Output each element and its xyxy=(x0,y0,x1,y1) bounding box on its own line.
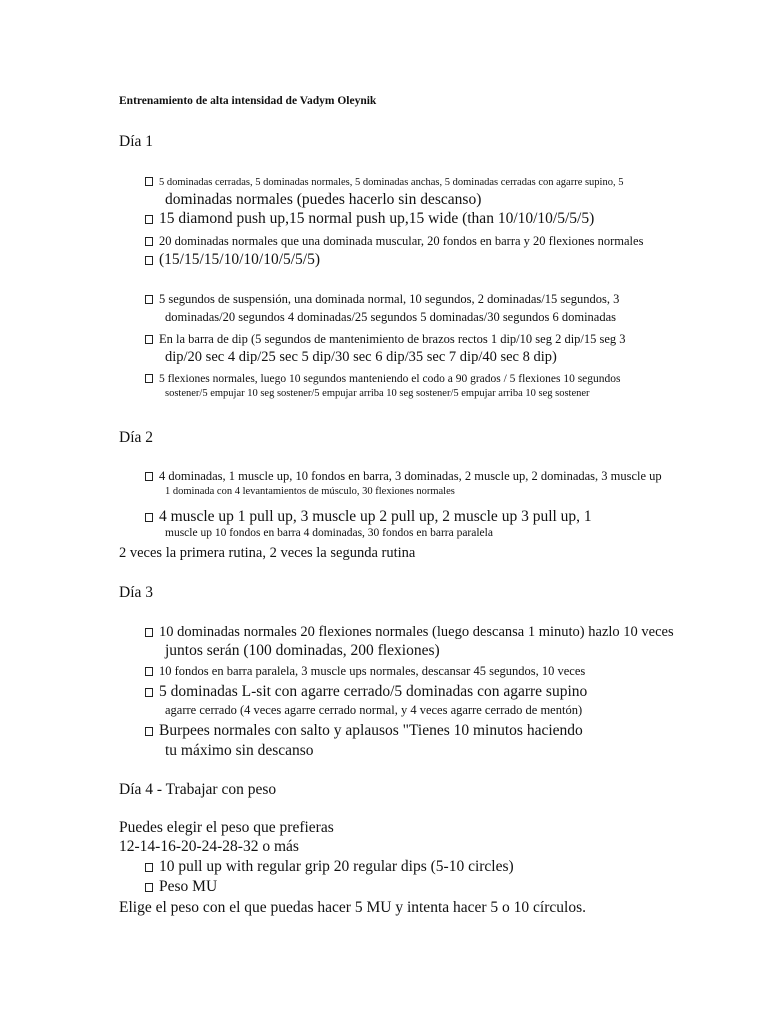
checkbox-icon xyxy=(145,688,153,697)
day-4-line-2: 12-14-16-20-24-28-32 o más xyxy=(119,838,299,855)
day-1-heading: Día 1 xyxy=(119,133,154,150)
day-1-item-5-continued: dominadas/20 segundos 4 dominadas/25 segundos 5 dominadas/30 segundos 6 dominadas xyxy=(165,310,617,324)
day-1-item-5: 5 segundos de suspensión, una dominada normal, 10 segundos, 2 dominadas/15 segundos, 3 xyxy=(145,293,619,306)
document-title: Entrenamiento de alta intensidad de Vadym Oleynik xyxy=(119,95,377,107)
day-4-line-1: Puedes elegir el peso que prefieras xyxy=(119,819,334,836)
checkbox-icon xyxy=(145,667,153,676)
checkbox-icon xyxy=(145,177,153,186)
day-1-item-3: 20 dominadas normales que una dominada muscular, 20 fondos en barra y 20 flexiones normales xyxy=(145,235,643,248)
day-2-note: 2 veces la primera rutina, 2 veces la segunda rutina xyxy=(119,545,416,561)
day-4-heading: Día 4 - Trabajar con peso xyxy=(119,781,277,798)
checkbox-icon xyxy=(145,256,153,265)
checkbox-icon xyxy=(145,374,153,383)
checkbox-icon xyxy=(145,215,153,224)
day-1-item-6-continued: dip/20 sec 4 dip/25 sec 5 dip/30 sec 6 dip/35 sec 7 dip/40 sec 8 dip) xyxy=(165,349,557,365)
checkbox-icon xyxy=(145,295,153,304)
day-3-item-2: 10 fondos en barra paralela, 3 muscle ups normales, descansar 45 segundos, 10 veces xyxy=(145,665,585,678)
day-3-item-3-continued: agarre cerrado (4 veces agarre cerrado normal, y 4 veces agarre cerrado de mentón) xyxy=(165,703,583,717)
checkbox-icon xyxy=(145,335,153,344)
day-2-heading: Día 2 xyxy=(119,429,154,446)
day-3-item-4: Burpees normales con salto y aplausos "Tienes 10 minutos haciendo xyxy=(145,723,583,739)
day-3-item-1-continued: juntos serán (100 dominadas, 200 flexiones) xyxy=(165,642,440,659)
checkbox-icon xyxy=(145,472,153,481)
day-4-item-1: 10 pull up with regular grip 20 regular dips (5-10 circles) xyxy=(145,859,514,875)
day-2-item-1-continued: 1 dominada con 4 levantamientos de músculo, 30 flexiones normales xyxy=(165,486,455,497)
day-2-item-1: 4 dominadas, 1 muscle up, 10 fondos en barra, 3 dominadas, 2 muscle up, 2 dominadas, 3 muscle up xyxy=(145,470,662,483)
day-1-item-2: 15 diamond push up,15 normal push up,15 wide (than 10/10/10/5/5/5) xyxy=(145,211,594,227)
day-1-item-1: 5 dominadas cerradas, 5 dominadas normales, 5 dominadas anchas, 5 dominadas cerradas con agarre supino, 5 xyxy=(145,177,623,189)
day-3-item-4-continued: tu máximo sin descanso xyxy=(165,742,314,759)
checkbox-icon xyxy=(145,513,153,522)
checkbox-icon xyxy=(145,237,153,246)
day-1-item-6: En la barra de dip (5 segundos de mantenimiento de brazos rectos 1 dip/10 seg 2 dip/15 seg 3 xyxy=(145,333,626,346)
day-2-item-2: 4 muscle up 1 pull up, 3 muscle up 2 pull up, 2 muscle up 3 pull up, 1 xyxy=(145,509,592,525)
day-4-item-2: Peso MU xyxy=(145,879,217,895)
day-2-item-2-continued: muscle up 10 fondos en barra 4 dominadas, 30 fondos en barra paralela xyxy=(165,527,493,539)
day-1-item-7-continued: sostener/5 empujar 10 seg sostener/5 empujar arriba 10 seg sostener/5 empujar arriba 10 seg sostener xyxy=(165,388,590,399)
checkbox-icon xyxy=(145,883,153,892)
day-1-item-4: (15/15/15/10/10/10/5/5/5) xyxy=(145,252,320,268)
checkbox-icon xyxy=(145,628,153,637)
day-1-item-7: 5 flexiones normales, luego 10 segundos manteniendo el codo a 90 grados / 5 flexiones 10 segundos xyxy=(145,374,621,386)
day-3-item-1: 10 dominadas normales 20 flexiones normales (luego descansa 1 minuto) hazlo 10 veces xyxy=(145,625,674,640)
day-3-heading: Día 3 xyxy=(119,584,154,601)
day-4-closing: Elige el peso con el que puedas hacer 5 MU y intenta hacer 5 o 10 círculos. xyxy=(119,899,586,916)
day-1-item-1-continued: dominadas normales (puedes hacerlo sin descanso) xyxy=(165,191,482,208)
checkbox-icon xyxy=(145,863,153,872)
day-3-item-3: 5 dominadas L-sit con agarre cerrado/5 dominadas con agarre supino xyxy=(145,684,587,700)
checkbox-icon xyxy=(145,727,153,736)
